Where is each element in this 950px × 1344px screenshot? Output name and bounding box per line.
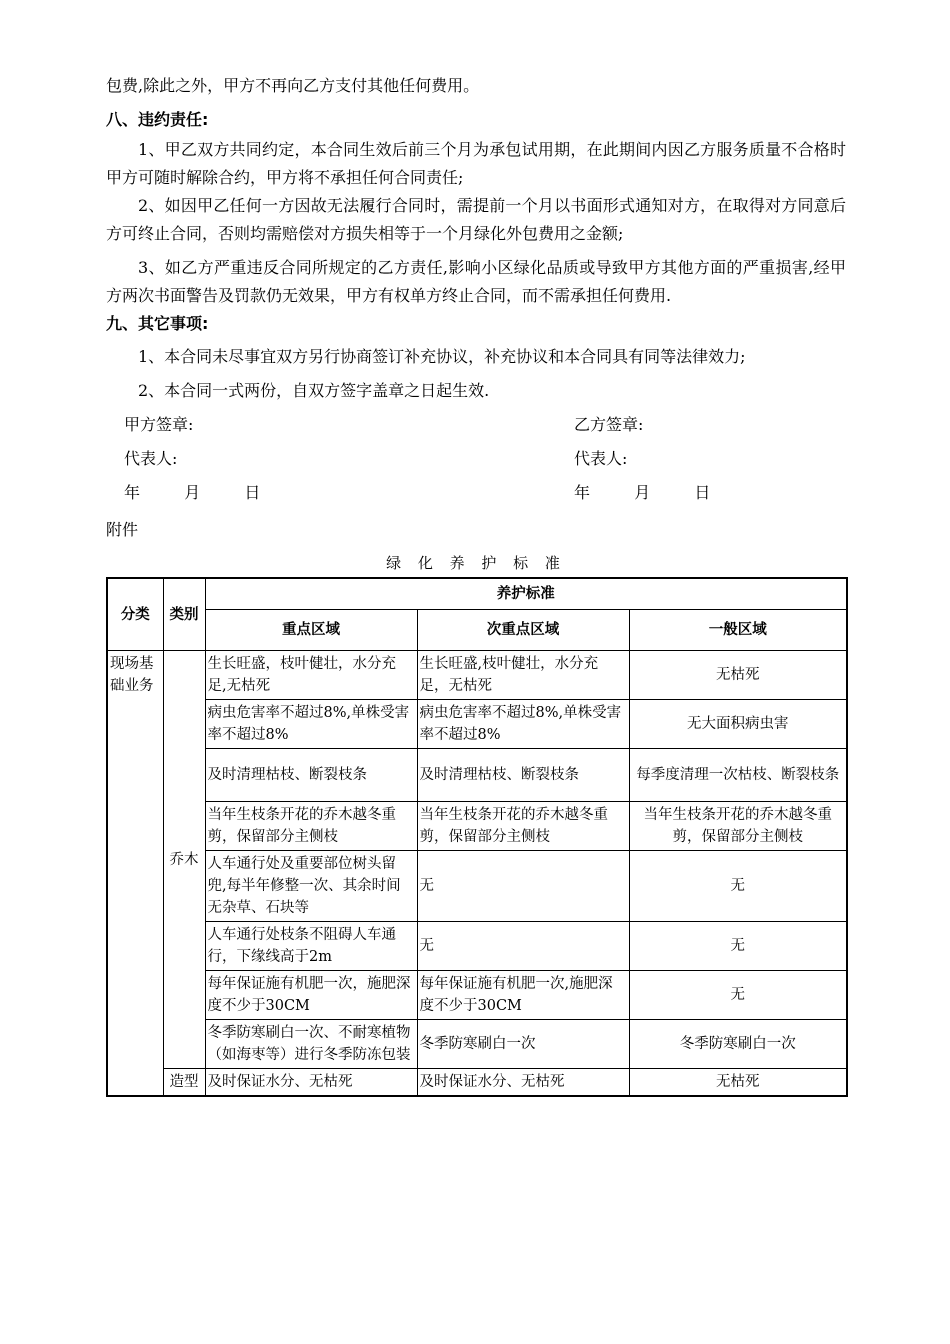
- table-cell: 及时保证水分、无枯死: [205, 1069, 417, 1097]
- signature-row-party: [106, 408, 846, 442]
- table-cell: 无: [417, 851, 629, 922]
- signature-row-rep: [106, 442, 846, 476]
- month-label: 月: [184, 483, 201, 502]
- category-cell: 现场基础业务: [107, 651, 163, 1097]
- party-a-seal: 甲方签章:: [124, 415, 194, 434]
- table-cell: 人车通行处枝条不阻碍人车通行，下缘线高于2m: [205, 922, 417, 971]
- party-b-representative: 代表人:: [574, 449, 628, 468]
- attachment-label: 附件: [106, 520, 139, 539]
- party-a-representative: 代表人:: [124, 449, 178, 468]
- header-category: 分类: [107, 578, 163, 651]
- table-cell: 冬季防寒刷白一次: [629, 1020, 847, 1069]
- header-type: 类别: [163, 578, 205, 651]
- table-cell: 无大面积病虫害: [629, 700, 847, 749]
- party-b-date: [574, 476, 710, 510]
- section-8-item-2: 2、如因甲乙任何一方因故无法履行合同时，需提前一个月以书面形式通知对方，在取得对方同意后方可终止合同，否则均需赔偿对方损失相等于一个月绿化外包费用之金额;: [106, 196, 846, 243]
- type-cell-shaped: 造型: [163, 1069, 205, 1097]
- signature-row-date: [106, 476, 846, 510]
- table-cell: 无: [629, 922, 847, 971]
- table-cell: 无: [629, 851, 847, 922]
- section-9-item-1: 1、本合同未尽事宜双方另行协商签订补充协议，补充协议和本合同具有同等法律效力;: [138, 347, 746, 366]
- year-label: 年: [124, 483, 141, 502]
- section-9-item-2: 2、本合同一式两份，自双方签字盖章之日起生效.: [138, 381, 490, 400]
- section-8-title: 八、违约责任:: [106, 110, 209, 129]
- table-cell: 当年生枝条开花的乔木越冬重剪，保留部分主侧枝: [629, 802, 847, 851]
- table-cell: 及时保证水分、无枯死: [417, 1069, 629, 1097]
- section-8-item-1: 1、甲乙双方共同约定，本合同生效后前三个月为承包试用期，在此期间内因乙方服务质量不合格时甲方可随时解除合约，甲方将不承担任何合同责任;: [106, 140, 846, 187]
- header-standard: 养护标准: [205, 578, 847, 610]
- table-cell: 无枯死: [629, 651, 847, 700]
- header-secondary-area: 次重点区域: [417, 610, 629, 651]
- table-cell: 当年生枝条开花的乔木越冬重剪，保留部分主侧枝: [205, 802, 417, 851]
- day-label: 日: [244, 483, 261, 502]
- table-cell: 每年保证施有机肥一次，施肥深度不少于30CM: [205, 971, 417, 1020]
- table-cell: 冬季防寒刷白一次: [417, 1020, 629, 1069]
- table-cell: 当年生枝条开花的乔木越冬重剪，保留部分主侧枝: [417, 802, 629, 851]
- table-cell: 每年保证施有机肥一次,施肥深度不少于30CM: [417, 971, 629, 1020]
- table-cell: 每季度清理一次枯枝、断裂枝条: [629, 749, 847, 802]
- table-cell: 人车通行处及重要部位树头留兜,每半年修整一次、其余时间无杂草、石块等: [205, 851, 417, 922]
- table-cell: 无: [417, 922, 629, 971]
- table-cell: 及时清理枯枝、断裂枝条: [205, 749, 417, 802]
- year-label: 年: [574, 483, 591, 502]
- table-cell: 病虫危害率不超过8%,单株受害率不超过8%: [205, 700, 417, 749]
- paragraph-continuation: 包费,除此之外，甲方不再向乙方支付其他任何费用。: [106, 76, 480, 95]
- header-key-area: 重点区域: [205, 610, 417, 651]
- table-cell: 生长旺盛,枝叶健壮，水分充足，无枯死: [417, 651, 629, 700]
- party-a-date: [124, 476, 260, 510]
- section-9-title: 九、其它事项:: [106, 314, 209, 333]
- greening-standard-table: [106, 577, 848, 1097]
- table-cell: 及时清理枯枝、断裂枝条: [417, 749, 629, 802]
- table-cell: 生长旺盛，枝叶健壮，水分充足,无枯死: [205, 651, 417, 700]
- table-cell: 无: [629, 971, 847, 1020]
- table-cell: 冬季防寒刷白一次、不耐寒植物（如海枣等）进行冬季防冻包装: [205, 1020, 417, 1069]
- month-label: 月: [634, 483, 651, 502]
- table-title: 绿 化 养 护 标 准: [386, 554, 566, 572]
- table-cell: 病虫危害率不超过8%,单株受害率不超过8%: [417, 700, 629, 749]
- table-cell: 无枯死: [629, 1069, 847, 1097]
- header-general-area: 一般区域: [629, 610, 847, 651]
- type-cell-trees: 乔木: [163, 651, 205, 1069]
- section-8-item-3: 3、如乙方严重违反合同所规定的乙方责任,影响小区绿化品质或导致甲方其他方面的严重损害,经甲方两次书面警告及罚款仍无效果，甲方有权单方终止合同，而不需承担任何费用.: [106, 258, 846, 305]
- day-label: 日: [694, 483, 711, 502]
- party-b-seal: 乙方签章:: [574, 415, 644, 434]
- document-page: [106, 72, 846, 1097]
